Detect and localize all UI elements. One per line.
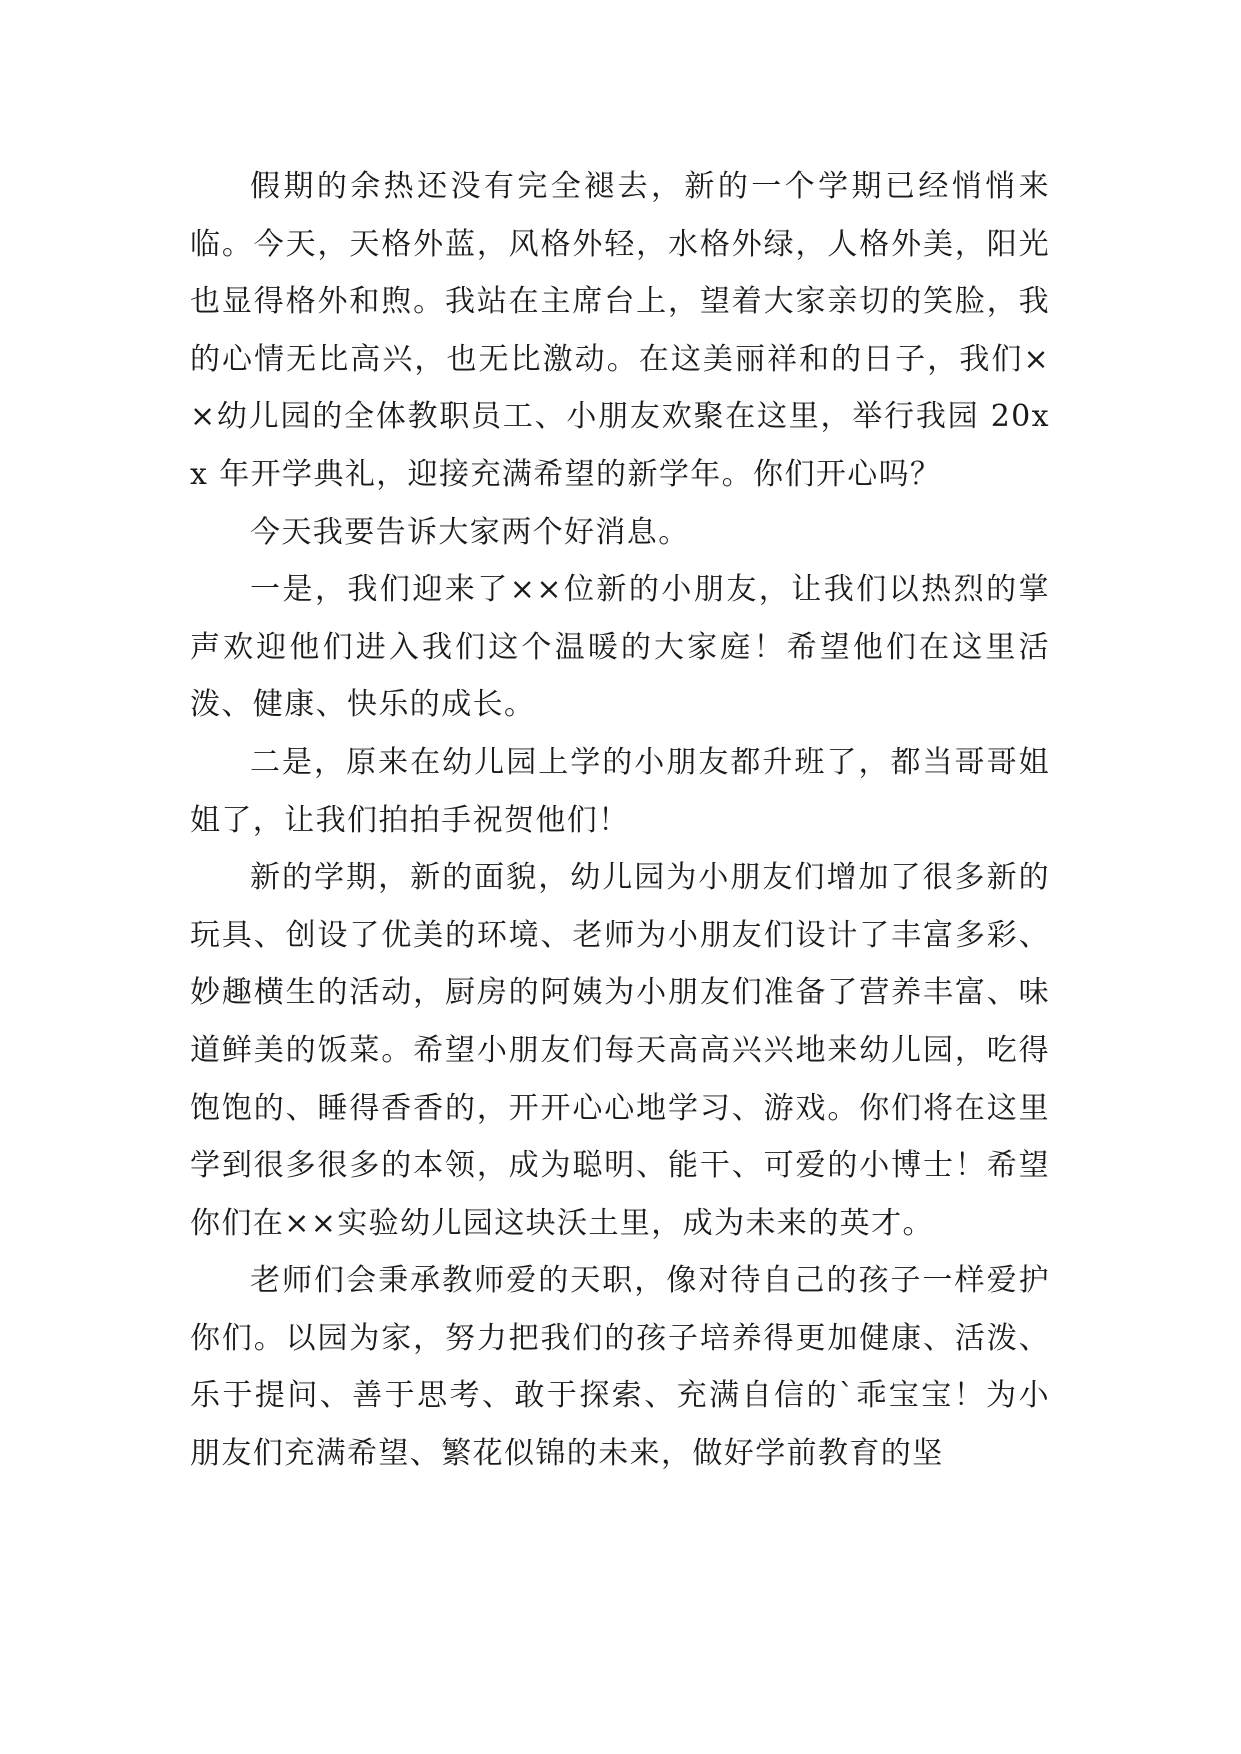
paragraph-news-two: 二是，原来在幼儿园上学的小朋友都升班了，都当哥哥姐姐了，让我们拍拍手祝贺他们！ — [190, 744, 1050, 838]
paragraph-greeting: 假期的余热还没有完全褪去，新的一个学期已经悄悄来临。今天，天格外蓝，风格外轻，水格外绿，人格外美，阳光也显得格外和煦。我站在主席台上，望着大家亲切的笑脸，我的心情无比高兴，也无比激动。在这美丽祥和的日子，我们××幼儿园的全体教职员工、小朋友欢聚在这里，举行我园 20xx 年开学典礼，迎接充满希望的新学年。你们开心吗？ — [190, 169, 1050, 492]
paragraph-news-one: 一是，我们迎来了××位新的小朋友，让我们以热烈的掌声欢迎他们进入我们这个温暖的大家庭！希望他们在这里活泼、健康、快乐的成长。 — [190, 572, 1050, 723]
paragraph-teachers-pledge: 老师们会秉承教师爱的天职，像对待自己的孩子一样爱护你们。以园为家，努力把我们的孩子培养得更加健康、活泼、乐于提问、善于思考、敢于探索、充满自信的`乖宝宝！为小朋友们充满希望、繁花似锦的未来，做好学前教育的坚 — [190, 1263, 1050, 1472]
paragraph-good-news-intro: 今天我要告诉大家两个好消息。 — [250, 514, 690, 550]
document-body — [190, 158, 1050, 1483]
paragraph-new-semester: 新的学期，新的面貌，幼儿园为小朋友们增加了很多新的玩具、创设了优美的环境、老师为小朋友们设计了丰富多彩、妙趣横生的活动，厨房的阿姨为小朋友们准备了营养丰富、味道鲜美的饭菜。希望小朋友们每天高高兴兴地来幼儿园，吃得饱饱的、睡得香香的，开开心心地学习、游戏。你们将在这里学到很多很多的本领，成为聪明、能干、可爱的小博士！希望你们在××实验幼儿园这块沃土里，成为未来的英才。 — [190, 860, 1050, 1241]
